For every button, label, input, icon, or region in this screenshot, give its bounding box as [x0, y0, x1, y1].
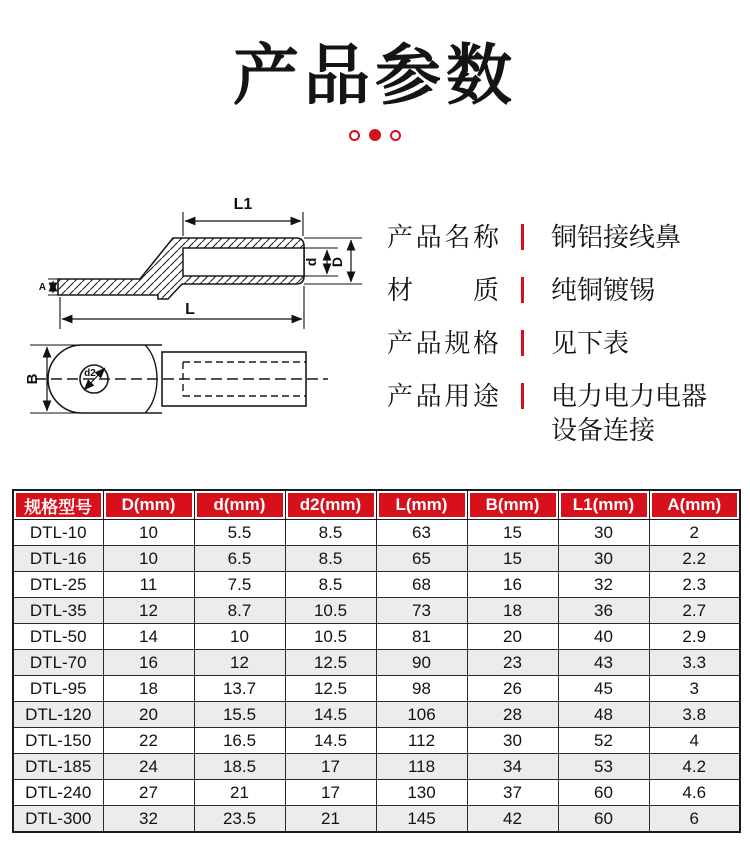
table-cell: 26	[467, 676, 558, 702]
table-cell: 2.3	[649, 572, 740, 598]
table-cell: 10	[194, 624, 285, 650]
table-cell: 3.3	[649, 650, 740, 676]
table-cell: 12	[103, 598, 194, 624]
table-cell: 60	[558, 806, 649, 833]
table-cell: 27	[103, 780, 194, 806]
table-row	[13, 702, 740, 728]
table-cell: DTL-50	[13, 624, 103, 650]
table-cell: 18.5	[194, 754, 285, 780]
table-cell: 7.5	[194, 572, 285, 598]
column-header: D(mm)	[103, 490, 194, 520]
table-cell: DTL-70	[13, 650, 103, 676]
table-row	[13, 754, 740, 780]
dim-label-B: B	[24, 373, 41, 385]
table-cell: DTL-35	[13, 598, 103, 624]
table-row	[13, 598, 740, 624]
dim-label-L: L	[185, 301, 195, 318]
table-cell: 2.7	[649, 598, 740, 624]
table-cell: 53	[558, 754, 649, 780]
table-cell: DTL-16	[13, 546, 103, 572]
table-cell: 3.8	[649, 702, 740, 728]
table-row	[13, 676, 740, 702]
spec-table	[12, 489, 741, 833]
table-cell: 12	[194, 650, 285, 676]
table-cell: 118	[376, 754, 467, 780]
table-cell: 90	[376, 650, 467, 676]
info-value: 见下表	[551, 328, 630, 358]
dot-outline-icon	[390, 130, 401, 141]
table-cell: DTL-25	[13, 572, 103, 598]
product-info-list	[387, 220, 747, 466]
info-label: 产品用途	[387, 381, 499, 411]
table-cell: 30	[558, 520, 649, 546]
title-dots	[0, 129, 750, 141]
product-info-row	[387, 220, 747, 254]
product-info-row	[387, 273, 747, 307]
table-cell: 5.5	[194, 520, 285, 546]
table-cell: 28	[467, 702, 558, 728]
table-cell: 60	[558, 780, 649, 806]
table-row	[13, 520, 740, 546]
table-cell: 12.5	[285, 650, 376, 676]
table-cell: DTL-185	[13, 754, 103, 780]
table-cell: 8.5	[285, 572, 376, 598]
info-value: 纯铜镀锡	[551, 275, 656, 305]
page-title: 产品参数	[233, 38, 517, 112]
table-cell: 15.5	[194, 702, 285, 728]
dim-label-A: A	[38, 282, 46, 293]
table-cell: 10.5	[285, 598, 376, 624]
table-cell: 14.5	[285, 728, 376, 754]
table-cell: DTL-240	[13, 780, 103, 806]
table-cell: 73	[376, 598, 467, 624]
table-cell: 65	[376, 546, 467, 572]
info-label: 产品名称	[387, 222, 499, 252]
table-cell: 36	[558, 598, 649, 624]
table-cell: 20	[467, 624, 558, 650]
spec-table-body	[13, 520, 740, 833]
table-cell: 8.5	[285, 520, 376, 546]
column-header: 规格型号	[13, 490, 103, 520]
table-cell: 106	[376, 702, 467, 728]
table-cell: 34	[467, 754, 558, 780]
info-value: 铜铝接线鼻	[551, 222, 682, 252]
table-row	[13, 806, 740, 833]
table-cell: 4.2	[649, 754, 740, 780]
column-header: A(mm)	[649, 490, 740, 520]
table-row	[13, 780, 740, 806]
column-header: d2(mm)	[285, 490, 376, 520]
dim-label-l1: L1	[233, 196, 253, 213]
table-cell: 14	[103, 624, 194, 650]
info-label: 材质	[387, 275, 499, 305]
table-cell: 43	[558, 650, 649, 676]
table-cell: 10	[103, 520, 194, 546]
table-cell: 81	[376, 624, 467, 650]
table-cell: 15	[467, 520, 558, 546]
table-cell: 68	[376, 572, 467, 598]
lug-side-view-diagram	[10, 186, 370, 331]
table-cell: 145	[376, 806, 467, 833]
table-cell: 63	[376, 520, 467, 546]
table-cell: 10.5	[285, 624, 376, 650]
table-cell: 17	[285, 780, 376, 806]
table-cell: 10	[103, 546, 194, 572]
table-cell: 4.6	[649, 780, 740, 806]
table-cell: DTL-150	[13, 728, 103, 754]
table-cell: 15	[467, 546, 558, 572]
lug-bore	[183, 248, 304, 276]
table-cell: 2.9	[649, 624, 740, 650]
table-cell: 16	[467, 572, 558, 598]
table-cell: 4	[649, 728, 740, 754]
table-cell: 2.2	[649, 546, 740, 572]
table-cell: 14.5	[285, 702, 376, 728]
table-cell: 23	[467, 650, 558, 676]
table-cell: DTL-10	[13, 520, 103, 546]
product-info-row	[387, 326, 747, 360]
table-cell: 52	[558, 728, 649, 754]
table-row	[13, 728, 740, 754]
table-row	[13, 650, 740, 676]
dot-filled-icon	[369, 129, 381, 141]
table-cell: 2	[649, 520, 740, 546]
table-cell: 112	[376, 728, 467, 754]
table-cell: DTL-95	[13, 676, 103, 702]
table-cell: 23.5	[194, 806, 285, 833]
table-cell: 8.7	[194, 598, 285, 624]
table-cell: 6	[649, 806, 740, 833]
table-cell: 30	[558, 546, 649, 572]
table-cell: 130	[376, 780, 467, 806]
table-cell: 18	[103, 676, 194, 702]
table-cell: DTL-120	[13, 702, 103, 728]
table-cell: 16	[103, 650, 194, 676]
divider-bar	[521, 330, 524, 356]
table-cell: 32	[103, 806, 194, 833]
info-value: 电力电力电器设备连接	[551, 381, 708, 445]
table-row	[13, 624, 740, 650]
product-info-row	[387, 379, 747, 447]
table-cell: 6.5	[194, 546, 285, 572]
table-cell: 16.5	[194, 728, 285, 754]
table-row	[13, 572, 740, 598]
table-cell: 21	[194, 780, 285, 806]
divider-bar	[521, 383, 524, 409]
divider-bar	[521, 224, 524, 250]
table-cell: DTL-300	[13, 806, 103, 833]
table-cell: 32	[558, 572, 649, 598]
table-cell: 37	[467, 780, 558, 806]
table-row	[13, 546, 740, 572]
table-cell: 24	[103, 754, 194, 780]
lug-top-view-diagram	[10, 330, 370, 458]
table-cell: 98	[376, 676, 467, 702]
divider-bar	[521, 277, 524, 303]
column-header: d(mm)	[194, 490, 285, 520]
table-cell: 40	[558, 624, 649, 650]
table-cell: 8.5	[285, 546, 376, 572]
table-cell: 11	[103, 572, 194, 598]
column-header: L1(mm)	[558, 490, 649, 520]
table-cell: 45	[558, 676, 649, 702]
table-cell: 48	[558, 702, 649, 728]
info-label: 产品规格	[387, 328, 499, 358]
dim-label-d: d	[303, 257, 319, 267]
table-cell: 13.7	[194, 676, 285, 702]
table-cell: 3	[649, 676, 740, 702]
dot-outline-icon	[349, 130, 360, 141]
table-cell: 42	[467, 806, 558, 833]
dim-label-D: D	[329, 256, 345, 268]
column-header: L(mm)	[376, 490, 467, 520]
column-header: B(mm)	[467, 490, 558, 520]
table-cell: 18	[467, 598, 558, 624]
table-cell: 22	[103, 728, 194, 754]
table-cell: 21	[285, 806, 376, 833]
dim-label-d2: d2	[84, 368, 96, 379]
table-cell: 17	[285, 754, 376, 780]
spec-table-head-row	[13, 490, 740, 520]
table-cell: 30	[467, 728, 558, 754]
table-cell: 20	[103, 702, 194, 728]
table-cell: 12.5	[285, 676, 376, 702]
